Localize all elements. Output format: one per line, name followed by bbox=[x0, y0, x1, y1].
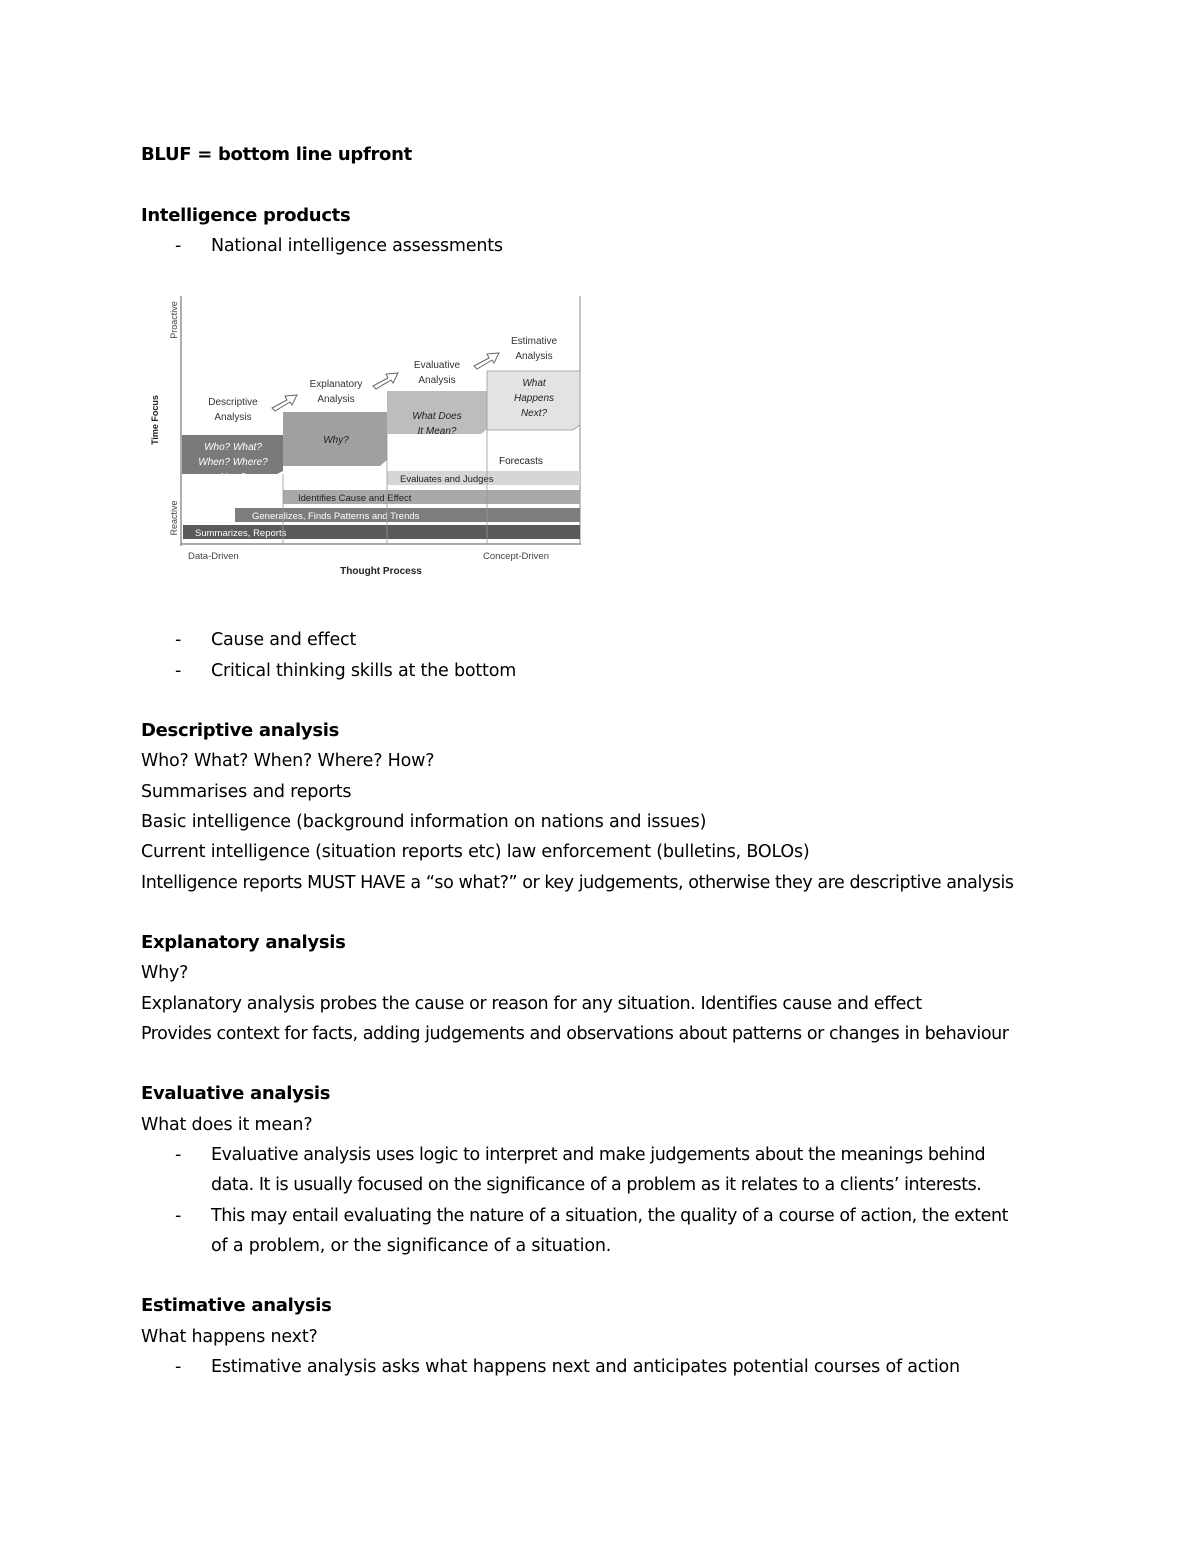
bullet-cause-effect: Cause and effect bbox=[211, 630, 357, 650]
explanatory-heading: Explanatory analysis bbox=[141, 932, 346, 953]
bar-generalizes: Generalizes, Finds Patterns and Trends bbox=[252, 511, 420, 522]
stage-1-question-2: When? Where? bbox=[198, 457, 268, 468]
bar-evaluates: Evaluates and Judges bbox=[400, 474, 494, 485]
x-axis-title: Thought Process bbox=[340, 566, 422, 577]
evaluative-bullet-2-line-1: This may entail evaluating the nature of a situation, the quality of a course of action, the extent bbox=[211, 1206, 1009, 1226]
stage-4-question-2: Happens bbox=[513, 393, 555, 404]
stage-4-title-line-1: Estimative bbox=[510, 336, 558, 347]
stage-3-question-2: It Mean? bbox=[417, 426, 457, 437]
evaluative-bullet-2-line-2: of a problem, or the significance of a situation. bbox=[211, 1236, 612, 1256]
bluf-heading: BLUF = bottom line upfront bbox=[141, 144, 412, 165]
stage-4-question-3: Next? bbox=[520, 408, 548, 419]
stage-4-title-line-2: Analysis bbox=[515, 351, 553, 362]
stage-1-question-3: How? bbox=[220, 472, 246, 483]
bar-summarizes: Summarizes, Reports bbox=[195, 528, 287, 539]
descriptive-line: Intelligence reports MUST HAVE a “so what?” or key judgements, otherwise they are descriptive analysis bbox=[141, 873, 1014, 893]
bullet-marker: - bbox=[175, 630, 182, 650]
bullet-marker: - bbox=[175, 1357, 182, 1377]
bullet-marker: - bbox=[175, 1145, 182, 1165]
stage-2-question-1: Why? bbox=[323, 435, 349, 446]
forecasts-label: Forecasts bbox=[499, 456, 543, 467]
estimative-line: What happens next? bbox=[141, 1327, 318, 1347]
intelligence-products-heading: Intelligence products bbox=[141, 205, 351, 226]
evaluative-heading: Evaluative analysis bbox=[141, 1083, 331, 1104]
evaluative-bullet-1-line-2: data. It is usually focused on the significance of a problem as it relates to a clients’ interests. bbox=[211, 1175, 982, 1195]
x-axis-left-label: Data-Driven bbox=[188, 551, 239, 562]
bullet-critical-thinking: Critical thinking skills at the bottom bbox=[211, 661, 517, 681]
bar-identifies-cause: Identifies Cause and Effect bbox=[298, 493, 412, 504]
explanatory-line: Provides context for facts, adding judgements and observations about patterns or changes in behaviour bbox=[141, 1024, 1009, 1044]
estimative-heading: Estimative analysis bbox=[141, 1295, 332, 1316]
stage-2-title-line-2: Analysis bbox=[317, 394, 355, 405]
evaluative-line: What does it mean? bbox=[141, 1115, 313, 1135]
bullet-national-assessments: National intelligence assessments bbox=[211, 236, 503, 256]
bullet-marker: - bbox=[175, 661, 182, 681]
stage-1-title-line-2: Analysis bbox=[214, 412, 252, 423]
explanatory-line: Why? bbox=[141, 963, 189, 983]
stage-4-question-1: What bbox=[522, 378, 546, 389]
bullet-marker: - bbox=[175, 1206, 182, 1226]
estimative-bullet-1: Estimative analysis asks what happens next and anticipates potential courses of action bbox=[211, 1357, 960, 1377]
stage-3-title-line-2: Analysis bbox=[418, 375, 456, 386]
stage-2-title-line-1: Explanatory bbox=[309, 379, 363, 390]
y-axis-bottom-label: Reactive bbox=[169, 500, 179, 536]
analysis-types-diagram bbox=[140, 288, 590, 583]
x-axis-right-label: Concept-Driven bbox=[483, 551, 549, 562]
bullet-marker: - bbox=[175, 236, 182, 256]
stage-1-question-1: Who? What? bbox=[204, 442, 262, 453]
descriptive-line: Summarises and reports bbox=[141, 782, 352, 802]
explanatory-line: Explanatory analysis probes the cause or reason for any situation. Identifies cause and effect bbox=[141, 994, 922, 1014]
descriptive-line: Who? What? When? Where? How? bbox=[141, 751, 435, 771]
descriptive-line: Current intelligence (situation reports etc) law enforcement (bulletins, BOLOs) bbox=[141, 842, 810, 862]
y-axis-top-label: Proactive bbox=[169, 301, 179, 339]
stage-1-title-line-1: Descriptive bbox=[208, 397, 258, 408]
y-axis-title: Time Focus bbox=[150, 395, 160, 445]
descriptive-line: Basic intelligence (background information on nations and issues) bbox=[141, 812, 707, 832]
evaluative-bullet-1-line-1: Evaluative analysis uses logic to interpret and make judgements about the meanings behind bbox=[211, 1145, 986, 1165]
stage-3-title-line-1: Evaluative bbox=[413, 360, 461, 371]
descriptive-heading: Descriptive analysis bbox=[141, 720, 340, 741]
stage-3-question-1: What Does bbox=[412, 411, 462, 422]
